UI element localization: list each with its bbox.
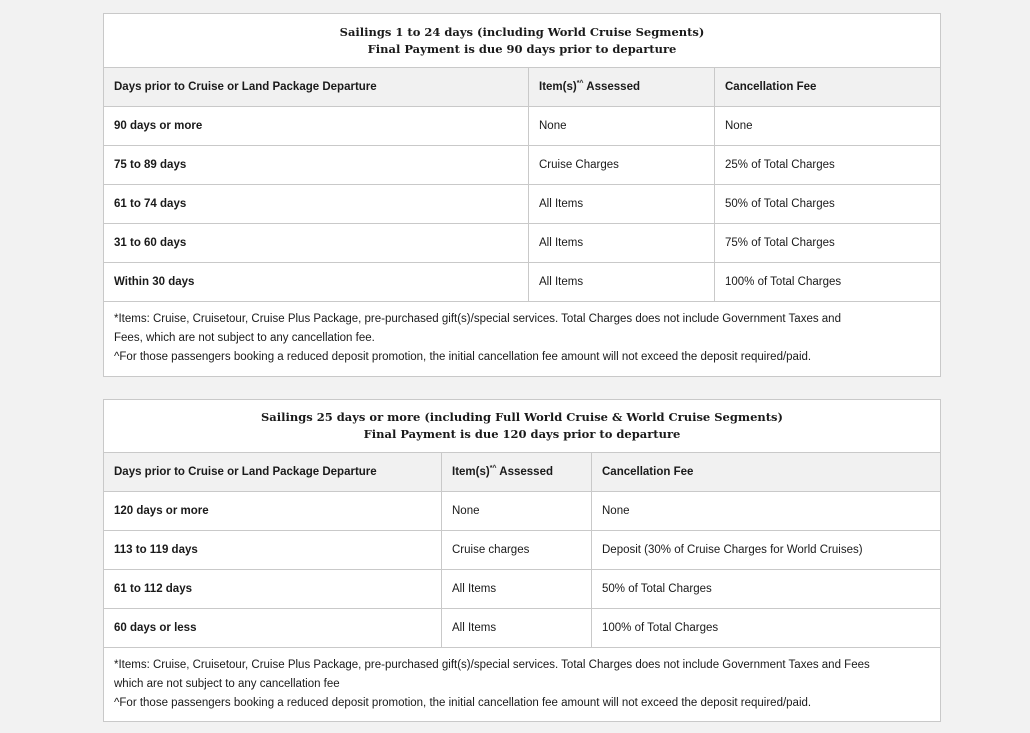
table-caption-row: [104, 400, 941, 453]
items-cell: All Items: [529, 224, 715, 263]
items-header-suffix: Assessed: [496, 466, 553, 478]
items-header-label: Item(s): [452, 466, 490, 478]
fee-cell: 25% of Total Charges: [715, 146, 941, 185]
table-caption: [104, 14, 941, 68]
column-header-days: Days prior to Cruise or Land Package Departure: [104, 453, 442, 492]
items-cell: All Items: [442, 570, 592, 609]
items-header-marks: *^: [489, 465, 497, 473]
cancellation-table-short-sailings: [103, 13, 941, 377]
days-cell: Within 30 days: [104, 263, 529, 302]
items-cell: Cruise charges: [442, 531, 592, 570]
fee-cell: Deposit (30% of Cruise Charges for World Cruises): [592, 531, 941, 570]
table-row: [104, 107, 941, 146]
notes-row: [104, 648, 941, 722]
days-cell: 60 days or less: [104, 609, 442, 648]
footnote-deposit: ^For those passengers booking a reduced deposit promotion, the initial cancellation fee amount will not exceed the deposit required/paid.: [114, 697, 812, 709]
table-caption-row: [104, 14, 941, 68]
items-cell: None: [529, 107, 715, 146]
fee-cell: 100% of Total Charges: [592, 609, 941, 648]
items-cell: None: [442, 492, 592, 531]
days-cell: 61 to 112 days: [104, 570, 442, 609]
days-cell: 61 to 74 days: [104, 185, 529, 224]
notes-row: [104, 302, 941, 377]
caption-subtitle: Final Payment is due 90 days prior to departure: [367, 41, 677, 56]
table-row: [104, 570, 941, 609]
footnote-items-continued: which are not subject to any cancellation fee: [114, 678, 340, 690]
table-header-row: [104, 68, 941, 107]
table-caption: [104, 400, 941, 453]
column-header-fee: Cancellation Fee: [592, 453, 941, 492]
table-row: [104, 492, 941, 531]
days-cell: 90 days or more: [104, 107, 529, 146]
fee-cell: 50% of Total Charges: [715, 185, 941, 224]
fee-cell: None: [715, 107, 941, 146]
table-row: [104, 185, 941, 224]
column-header-items: [442, 453, 592, 492]
table-row: [104, 224, 941, 263]
table-row: [104, 263, 941, 302]
footnote-deposit: ^For those passengers booking a reduced deposit promotion, the initial cancellation fee amount will not exceed the deposit required/paid.: [114, 351, 812, 363]
column-header-items: [529, 68, 715, 107]
footnotes: [104, 648, 941, 722]
days-cell: 120 days or more: [104, 492, 442, 531]
table-row: [104, 609, 941, 648]
footnote-items: *Items: Cruise, Cruisetour, Cruise Plus Package, pre-purchased gift(s)/special services. Total Charges does not include Government Taxes and: [114, 313, 841, 325]
column-header-days: Days prior to Cruise or Land Package Departure: [104, 68, 529, 107]
table-row: [104, 531, 941, 570]
items-cell: All Items: [529, 185, 715, 224]
fee-cell: 50% of Total Charges: [592, 570, 941, 609]
caption-title: Sailings 25 days or more (including Full World Cruise & World Cruise Segments): [261, 410, 783, 424]
items-header-suffix: Assessed: [583, 81, 640, 93]
cancellation-table-long-sailings: [103, 399, 941, 722]
fee-cell: None: [592, 492, 941, 531]
column-header-fee: Cancellation Fee: [715, 68, 941, 107]
fee-cell: 100% of Total Charges: [715, 263, 941, 302]
table-header-row: [104, 453, 941, 492]
items-cell: All Items: [529, 263, 715, 302]
caption-subtitle: Final Payment is due 120 days prior to departure: [363, 427, 681, 441]
caption-title: Sailings 1 to 24 days (including World Cruise Segments): [339, 24, 705, 39]
days-cell: 31 to 60 days: [104, 224, 529, 263]
items-cell: All Items: [442, 609, 592, 648]
days-cell: 75 to 89 days: [104, 146, 529, 185]
items-header-marks: *^: [576, 80, 584, 88]
days-cell: 113 to 119 days: [104, 531, 442, 570]
items-header-label: Item(s): [539, 81, 577, 93]
table-row: [104, 146, 941, 185]
footnotes: [104, 302, 941, 377]
footnote-items: *Items: Cruise, Cruisetour, Cruise Plus Package, pre-purchased gift(s)/special services. Total Charges does not include Government Taxes and Fees: [114, 659, 870, 671]
items-cell: Cruise Charges: [529, 146, 715, 185]
fee-cell: 75% of Total Charges: [715, 224, 941, 263]
footnote-items-continued: Fees, which are not subject to any cancellation fee.: [114, 332, 375, 344]
